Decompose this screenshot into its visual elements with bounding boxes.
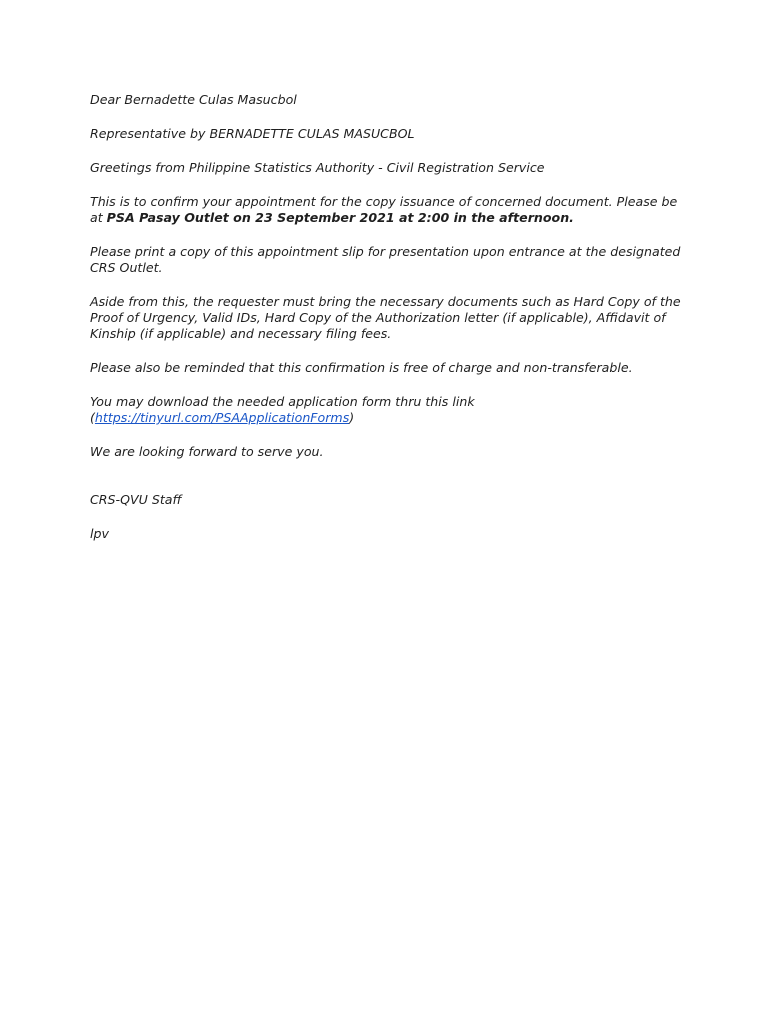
confirmation-paragraph (90, 194, 690, 226)
download-paragraph (90, 394, 690, 426)
appointment-details: PSA Pasay Outlet on 23 September 2021 at 2:00 in the afternoon. (106, 210, 574, 225)
closing-line: We are looking forward to serve you. (90, 444, 324, 459)
appointment-letter (90, 92, 690, 560)
greeting-line: Greetings from Philippine Statistics Authority - Civil Registration Service (90, 160, 545, 175)
representative-line: Representative by BERNADETTE CULAS MASUCBOL (90, 126, 415, 141)
salutation: Dear Bernadette Culas Masucbol (90, 92, 297, 107)
reminder-paragraph: Please also be reminded that this confirmation is free of charge and non-transferable. (90, 360, 633, 375)
print-instruction: Please print a copy of this appointment slip for presentation upon entrance at the designated CRS Outlet. (90, 244, 681, 275)
close-parenthesis: ) (349, 410, 355, 425)
download-intro: You may download the needed application form thru this link (90, 394, 475, 409)
open-parenthesis: ( (90, 410, 95, 425)
requirements-paragraph: Aside from this, the requester must bring the necessary documents such as Hard Copy of the Proof of Urgency, Valid IDs, Hard Copy of the Authorization letter (if applicable), Affidavit of Kinship (if applicable) and necessary filing fees. (90, 294, 681, 341)
signature: CRS-QVU Staff (90, 492, 182, 507)
confirmation-intro: This is to confirm your appointment for the copy issuance of concerned document. Please be at (90, 194, 678, 225)
initials: lpv (90, 526, 109, 541)
application-form-link[interactable]: https://tinyurl.com/PSAApplicationForms (94, 410, 350, 425)
